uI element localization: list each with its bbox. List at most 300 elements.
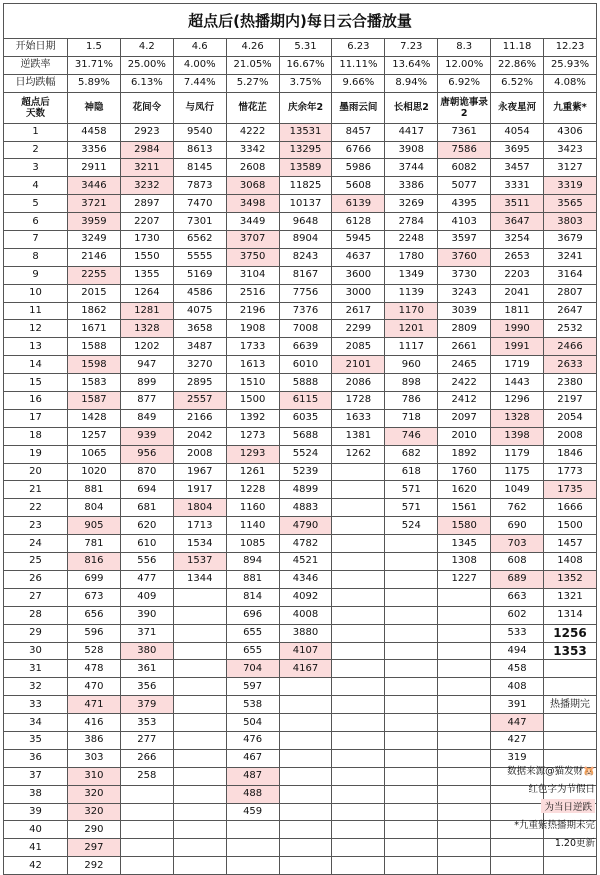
view-cell: [332, 570, 385, 588]
view-cell: [332, 624, 385, 642]
view-cell: 353: [120, 714, 173, 732]
view-cell: 4637: [332, 248, 385, 266]
view-cell: 663: [491, 588, 544, 606]
day-number: 25: [4, 553, 68, 571]
view-cell: [385, 588, 438, 606]
view-cell: 6562: [173, 231, 226, 249]
avg-drop: 4.08%: [544, 74, 597, 92]
view-cell: [438, 857, 491, 875]
day-number: 38: [4, 785, 68, 803]
view-cell: 1580: [438, 517, 491, 535]
view-cell: 1780: [385, 248, 438, 266]
view-cell: 905: [68, 517, 121, 535]
view-cell: 13589: [279, 159, 332, 177]
view-cell: 3760: [438, 248, 491, 266]
view-cell: 1170: [385, 302, 438, 320]
view-cell: 477: [120, 570, 173, 588]
view-cell: 2008: [173, 445, 226, 463]
view-cell: [438, 731, 491, 749]
view-cell: [332, 803, 385, 821]
view-cell: 3597: [438, 231, 491, 249]
view-cell: 470: [68, 678, 121, 696]
view-cell: 620: [120, 517, 173, 535]
view-cell: 3243: [438, 284, 491, 302]
view-cell: 447: [491, 714, 544, 732]
table-row: [4, 463, 597, 481]
avg-drop: 6.92%: [438, 74, 491, 92]
view-cell: [332, 499, 385, 517]
view-cell: [279, 749, 332, 767]
view-cell: [385, 785, 438, 803]
view-cell: 258: [120, 767, 173, 785]
view-cell: [438, 696, 491, 714]
view-cell: 1719: [491, 356, 544, 374]
view-cell: 5239: [279, 463, 332, 481]
view-cell: 1671: [68, 320, 121, 338]
view-cell: 2653: [491, 248, 544, 266]
view-cell: 524: [385, 517, 438, 535]
view-cell: 1408: [544, 553, 597, 571]
table-row: [4, 857, 597, 875]
source-note: 数据来源@猫发财🐹: [507, 766, 595, 777]
show-name: 神隐: [68, 92, 121, 123]
view-cell: 2085: [332, 338, 385, 356]
day-number: 26: [4, 570, 68, 588]
view-cell: 571: [385, 481, 438, 499]
view-cell: 391: [491, 696, 544, 714]
view-cell: 1281: [120, 302, 173, 320]
start-date: 11.18: [491, 39, 544, 57]
view-cell: 1381: [332, 427, 385, 445]
day-number: 21: [4, 481, 68, 499]
view-cell: 292: [68, 857, 121, 875]
view-cell: 602: [491, 606, 544, 624]
view-cell: [385, 606, 438, 624]
view-cell: 6139: [332, 195, 385, 213]
view-cell: 3487: [173, 338, 226, 356]
table-row: [4, 517, 597, 535]
view-cell: 6639: [279, 338, 332, 356]
day-number: 42: [4, 857, 68, 875]
table-row: [4, 392, 597, 410]
view-cell: [173, 731, 226, 749]
view-cell: 2608: [226, 159, 279, 177]
table-row: [4, 356, 597, 374]
view-cell: 3386: [385, 177, 438, 195]
view-cell: 3356: [68, 141, 121, 159]
view-cell: 3104: [226, 266, 279, 284]
view-cell: 1811: [491, 302, 544, 320]
view-cell: 3254: [491, 231, 544, 249]
avg-drop: 3.75%: [279, 74, 332, 92]
view-cell: 3707: [226, 231, 279, 249]
view-cell: 10137: [279, 195, 332, 213]
view-cell: 4346: [279, 570, 332, 588]
view-cell: [173, 749, 226, 767]
view-cell: [173, 803, 226, 821]
view-cell: 690: [491, 517, 544, 535]
view-cell: 1262: [332, 445, 385, 463]
view-cell: [279, 714, 332, 732]
view-cell: 1296: [491, 392, 544, 410]
day-number: 5: [4, 195, 68, 213]
view-cell: 2054: [544, 409, 597, 427]
view-cell: 3269: [385, 195, 438, 213]
view-cell: 303: [68, 749, 121, 767]
view-cell: [544, 660, 597, 678]
view-cell: 1443: [491, 374, 544, 392]
view-cell: 610: [120, 535, 173, 553]
view-cell: [385, 570, 438, 588]
show-name: 永夜星河: [491, 92, 544, 123]
day-number: 19: [4, 445, 68, 463]
avg-drop: 6.13%: [120, 74, 173, 92]
view-cell: 1733: [226, 338, 279, 356]
table-row: [4, 427, 597, 445]
day-number: 27: [4, 588, 68, 606]
view-cell: 1256: [544, 624, 597, 642]
view-cell: 939: [120, 427, 173, 445]
view-cell: 3449: [226, 213, 279, 231]
show-name: 墨雨云间: [332, 92, 385, 123]
view-cell: 7376: [279, 302, 332, 320]
view-cell: 361: [120, 660, 173, 678]
view-cell: 2010: [438, 427, 491, 445]
view-cell: 1510: [226, 374, 279, 392]
view-cell: 2911: [68, 159, 121, 177]
view-cell: [173, 696, 226, 714]
view-cell: 8167: [279, 266, 332, 284]
view-cell: 2516: [226, 284, 279, 302]
view-cell: 1428: [68, 409, 121, 427]
view-cell: 1917: [173, 481, 226, 499]
view-cell: 3127: [544, 159, 597, 177]
view-cell: 504: [226, 714, 279, 732]
view-cell: 487: [226, 767, 279, 785]
view-cell: 7008: [279, 320, 332, 338]
view-cell: 416: [68, 714, 121, 732]
view-cell: 1550: [120, 248, 173, 266]
view-cell: 1457: [544, 535, 597, 553]
view-cell: 1227: [438, 570, 491, 588]
view-cell: 459: [226, 803, 279, 821]
view-cell: 682: [385, 445, 438, 463]
view-cell: 881: [226, 570, 279, 588]
view-cell: [385, 767, 438, 785]
view-cell: 3600: [332, 266, 385, 284]
view-cell: 3039: [438, 302, 491, 320]
view-cell: 5888: [279, 374, 332, 392]
day-number: 34: [4, 714, 68, 732]
view-cell: 816: [68, 553, 121, 571]
view-cell: [279, 767, 332, 785]
view-cell: 5169: [173, 266, 226, 284]
view-cell: [385, 731, 438, 749]
view-cell: 2166: [173, 409, 226, 427]
view-cell: 1049: [491, 481, 544, 499]
view-cell: 2617: [332, 302, 385, 320]
table-row: [4, 409, 597, 427]
view-cell: 1620: [438, 481, 491, 499]
view-cell: 319: [491, 749, 544, 767]
view-cell: 696: [226, 606, 279, 624]
table-row: [4, 374, 597, 392]
view-cell: 656: [68, 606, 121, 624]
hot-end-label: 热播期完: [544, 696, 597, 714]
view-cell: 1500: [544, 517, 597, 535]
ratings-table: [3, 38, 597, 875]
view-cell: 9540: [173, 123, 226, 141]
rev-rate: 11.11%: [332, 56, 385, 74]
table-row: [4, 785, 597, 803]
view-cell: 781: [68, 535, 121, 553]
view-cell: 3249: [68, 231, 121, 249]
view-cell: 4586: [173, 284, 226, 302]
show-name: 长相思2: [385, 92, 438, 123]
table-row: [4, 660, 597, 678]
view-cell: 458: [491, 660, 544, 678]
view-cell: 596: [68, 624, 121, 642]
view-cell: 1583: [68, 374, 121, 392]
view-cell: 618: [385, 463, 438, 481]
view-cell: [173, 857, 226, 875]
view-cell: 2412: [438, 392, 491, 410]
view-cell: 4782: [279, 535, 332, 553]
table-row: [4, 302, 597, 320]
day-number: 30: [4, 642, 68, 660]
view-cell: [173, 642, 226, 660]
view-cell: 3695: [491, 141, 544, 159]
start-date: 12.23: [544, 39, 597, 57]
view-cell: 3880: [279, 624, 332, 642]
view-cell: [173, 606, 226, 624]
view-cell: 3750: [226, 248, 279, 266]
view-cell: [438, 714, 491, 732]
view-cell: 2101: [332, 356, 385, 374]
view-cell: [385, 553, 438, 571]
view-cell: 2015: [68, 284, 121, 302]
view-cell: 3319: [544, 177, 597, 195]
view-cell: 786: [385, 392, 438, 410]
view-cell: 320: [68, 785, 121, 803]
start-date: 8.3: [438, 39, 491, 57]
start-date: 5.31: [279, 39, 332, 57]
view-cell: [438, 678, 491, 696]
view-cell: 2647: [544, 302, 597, 320]
view-cell: 6766: [332, 141, 385, 159]
view-cell: 533: [491, 624, 544, 642]
view-cell: 1261: [226, 463, 279, 481]
view-cell: 877: [120, 392, 173, 410]
view-cell: 2008: [544, 427, 597, 445]
view-cell: 5688: [279, 427, 332, 445]
view-cell: 8613: [173, 141, 226, 159]
view-cell: 320: [68, 803, 121, 821]
updated-note: 1.20更新: [554, 838, 595, 849]
table-row: [4, 642, 597, 660]
view-cell: [385, 696, 438, 714]
view-cell: 1293: [226, 445, 279, 463]
view-cell: 3068: [226, 177, 279, 195]
view-cell: 4306: [544, 123, 597, 141]
table-row: [4, 803, 597, 821]
view-cell: [385, 678, 438, 696]
view-cell: 1117: [385, 338, 438, 356]
view-cell: 4054: [491, 123, 544, 141]
day-number: 28: [4, 606, 68, 624]
view-cell: 1500: [226, 392, 279, 410]
day-number: 23: [4, 517, 68, 535]
view-cell: 3959: [68, 213, 121, 231]
view-cell: 1666: [544, 499, 597, 517]
view-cell: [332, 535, 385, 553]
start-date: 4.2: [120, 39, 173, 57]
view-cell: 1991: [491, 338, 544, 356]
view-cell: 762: [491, 499, 544, 517]
view-cell: 699: [68, 570, 121, 588]
view-cell: 1308: [438, 553, 491, 571]
view-cell: 4458: [68, 123, 121, 141]
table-row: [4, 606, 597, 624]
view-cell: 390: [120, 606, 173, 624]
table-row: [4, 320, 597, 338]
view-cell: [173, 714, 226, 732]
view-cell: 2895: [173, 374, 226, 392]
view-cell: 4092: [279, 588, 332, 606]
view-cell: [385, 821, 438, 839]
view-cell: 2807: [544, 284, 597, 302]
avg-drop: 8.94%: [385, 74, 438, 92]
view-cell: 608: [491, 553, 544, 571]
view-cell: 2146: [68, 248, 121, 266]
view-cell: [226, 821, 279, 839]
view-cell: 3164: [544, 266, 597, 284]
view-cell: [332, 642, 385, 660]
day-number: 41: [4, 839, 68, 857]
view-cell: 2532: [544, 320, 597, 338]
view-cell: 2784: [385, 213, 438, 231]
table-row: [4, 141, 597, 159]
view-cell: 1633: [332, 409, 385, 427]
view-cell: 4521: [279, 553, 332, 571]
view-cell: 1344: [173, 570, 226, 588]
view-cell: 5077: [438, 177, 491, 195]
view-cell: 1328: [491, 409, 544, 427]
view-cell: 1534: [173, 535, 226, 553]
view-cell: 266: [120, 749, 173, 767]
view-cell: 386: [68, 731, 121, 749]
view-cell: [332, 785, 385, 803]
view-cell: 3211: [120, 159, 173, 177]
view-cell: 2984: [120, 141, 173, 159]
view-cell: 1392: [226, 409, 279, 427]
view-cell: 1349: [385, 266, 438, 284]
view-cell: [279, 678, 332, 696]
view-cell: [544, 678, 597, 696]
view-cell: [120, 857, 173, 875]
view-cell: 1160: [226, 499, 279, 517]
view-cell: 1588: [68, 338, 121, 356]
view-cell: 2466: [544, 338, 597, 356]
view-cell: 1345: [438, 535, 491, 553]
view-cell: 1140: [226, 517, 279, 535]
table-row: [4, 213, 597, 231]
view-cell: [438, 803, 491, 821]
rev-rate: 22.86%: [491, 56, 544, 74]
view-cell: [438, 839, 491, 857]
start-date: 4.6: [173, 39, 226, 57]
view-cell: 1065: [68, 445, 121, 463]
view-cell: [438, 624, 491, 642]
view-cell: 1321: [544, 588, 597, 606]
avg-drop: 6.52%: [491, 74, 544, 92]
view-cell: 556: [120, 553, 173, 571]
view-cell: 9648: [279, 213, 332, 231]
view-cell: [332, 588, 385, 606]
view-cell: 814: [226, 588, 279, 606]
view-cell: [544, 857, 597, 875]
view-cell: [438, 588, 491, 606]
view-cell: 2086: [332, 374, 385, 392]
view-cell: 13295: [279, 141, 332, 159]
view-cell: [226, 839, 279, 857]
day-number: 7: [4, 231, 68, 249]
view-cell: 1561: [438, 499, 491, 517]
view-cell: 409: [120, 588, 173, 606]
view-cell: [279, 839, 332, 857]
view-cell: [332, 517, 385, 535]
view-cell: [332, 839, 385, 857]
table-row: [4, 231, 597, 249]
table-row: [4, 123, 597, 141]
view-cell: [173, 660, 226, 678]
view-cell: 1020: [68, 463, 121, 481]
view-cell: 290: [68, 821, 121, 839]
show-name: 与凤行: [173, 92, 226, 123]
rev-rate: 25.00%: [120, 56, 173, 74]
view-cell: [385, 839, 438, 857]
view-cell: 3342: [226, 141, 279, 159]
view-cell: 13531: [279, 123, 332, 141]
table-row: [4, 553, 597, 571]
view-cell: 297: [68, 839, 121, 857]
table-row: [4, 445, 597, 463]
rev-rate: 21.05%: [226, 56, 279, 74]
view-cell: 1352: [544, 570, 597, 588]
rev-rate: 13.64%: [385, 56, 438, 74]
start-date: 4.26: [226, 39, 279, 57]
view-cell: [173, 785, 226, 803]
view-cell: [279, 696, 332, 714]
view-cell: 655: [226, 642, 279, 660]
table-row: [4, 499, 597, 517]
view-cell: 8457: [332, 123, 385, 141]
view-cell: [385, 624, 438, 642]
view-cell: 4075: [173, 302, 226, 320]
view-cell: 408: [491, 678, 544, 696]
view-cell: [438, 660, 491, 678]
view-cell: 476: [226, 731, 279, 749]
view-cell: 3730: [438, 266, 491, 284]
view-cell: 898: [385, 374, 438, 392]
table-row: [4, 821, 597, 839]
view-cell: 5608: [332, 177, 385, 195]
view-cell: [385, 660, 438, 678]
table-row: [4, 248, 597, 266]
view-cell: 2422: [438, 374, 491, 392]
view-cell: 894: [226, 553, 279, 571]
view-cell: 2042: [173, 427, 226, 445]
